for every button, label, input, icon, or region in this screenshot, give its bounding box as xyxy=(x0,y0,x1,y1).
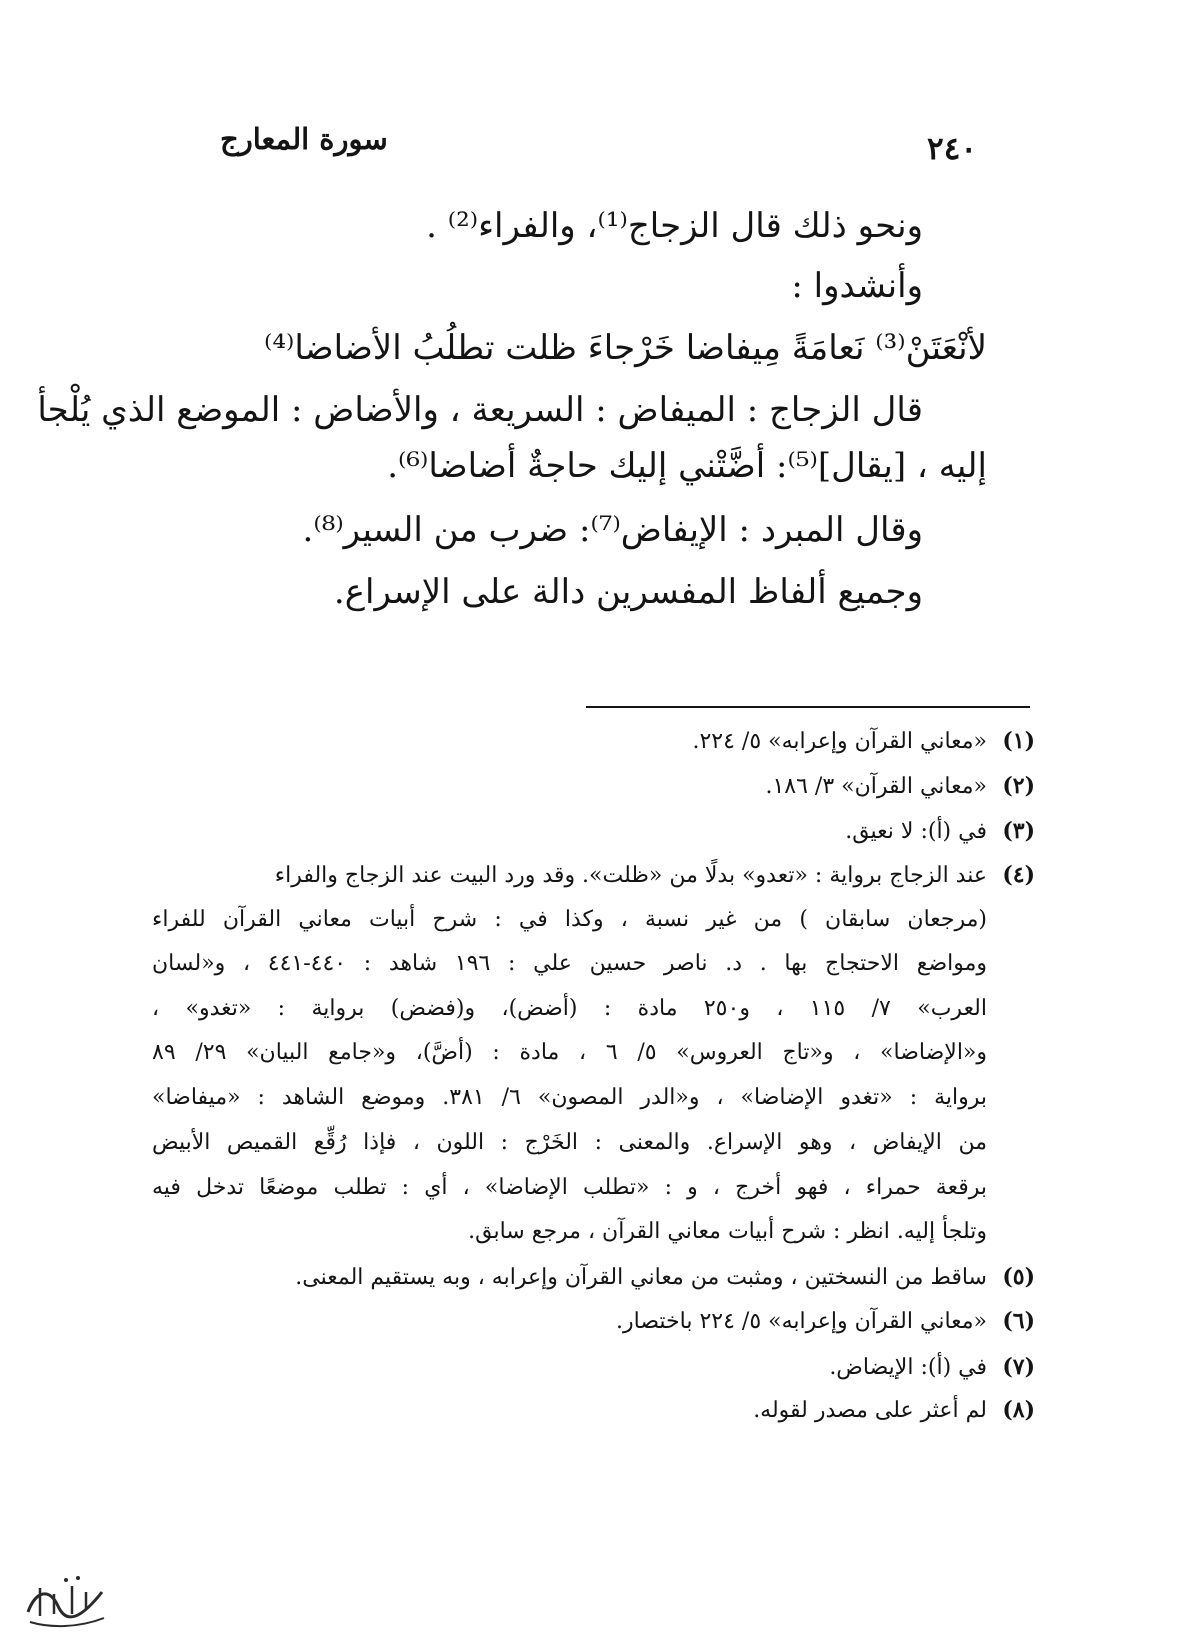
footnote-number: (٦) xyxy=(1002,1308,1035,1334)
footnote-continuation-line: برواية : «تغدو الإضاضا» ، و«الدر المصون» ٦/ ٣٨١. وموضع الشاهد : «ميفاضا» xyxy=(152,1085,987,1110)
body-line: إليه ، [يقال]⁽⁵⁾: أضَّتْني إليك حاجةٌ أضاضا⁽⁶⁾. xyxy=(387,446,987,486)
footnote-item xyxy=(155,727,1035,756)
footnote-item xyxy=(155,861,1035,890)
footnote-number: (٨) xyxy=(1002,1397,1035,1423)
footnote-text: ساقط من النسختين ، ومثبت من معاني القرآن وإعرابه ، وبه يستقيم المعنى. xyxy=(295,1265,987,1290)
footnote-text: «معاني القرآن وإعرابه» ٥/ ٢٢٤. xyxy=(692,729,987,754)
page-number: ٢٤٠ xyxy=(927,131,977,167)
footnote-divider xyxy=(586,706,1030,708)
footnote-continuation-line: (مرجعان سابقان ) من غير نسبة ، وكذا في : شرح أبيات معاني القرآن للفراء xyxy=(152,907,987,932)
poetry-verse-line: لأنْعَتَنْ⁽³⁾ نَعامَةً مِيفاضا خَرْجاءَ ظلت تطلُبُ الأضاضا⁽⁴⁾ xyxy=(264,328,987,368)
footnote-item xyxy=(155,1263,1035,1292)
footnote-continuation-line: و«الإضاضا» ، و«تاج العروس» ٥/ ٦ ، مادة : (أضَّ)، و«جامع البيان» ٢٩/ ٨٩ xyxy=(152,1040,988,1065)
footnote-text: في (أ): الإيضاض. xyxy=(829,1355,987,1380)
publisher-logo-icon xyxy=(20,1570,110,1634)
footnote-number: (٢) xyxy=(1002,773,1035,799)
footnote-item xyxy=(155,817,1035,846)
footnote-number: (٣) xyxy=(1002,818,1035,844)
footnote-text: «معاني القرآن» ٣/ ١٨٦. xyxy=(765,774,987,799)
footnote-continuation-line: العرب» ٧/ ١١٥ ، و٢٥٠ مادة : (أضض)، و(فضض) برواية : «تغدو» ، xyxy=(152,996,987,1021)
body-line: وأنشدوا : xyxy=(791,266,923,306)
footnote-number: (٧) xyxy=(1002,1354,1035,1380)
footnote-number: (٤) xyxy=(1002,862,1035,888)
footnote-continuation-line: ومواضع الاحتجاج بها . د. ناصر حسين علي : ١٩٦ شاهد : ٤٤٠-٤٤١ ، و«لسان xyxy=(152,951,988,976)
footnote-continuation-line: من الإيفاض ، وهو الإسراع. والمعنى : الخَرْج : اللون ، فإذا رُقِّع القميص الأبيض xyxy=(152,1130,987,1155)
footnote-number: (٥) xyxy=(1002,1264,1035,1290)
footnote-item xyxy=(155,1353,1035,1382)
footnote-text: «معاني القرآن وإعرابه» ٥/ ٢٢٤ باختصار. xyxy=(616,1309,987,1334)
footnote-item xyxy=(155,772,1035,801)
footnote-continuation-line: وتلجأ إليه. انظر : شرح أبيات معاني القرآن ، مرجع سابق. xyxy=(468,1219,987,1244)
body-line: وجميع ألفاظ المفسرين دالة على الإسراع. xyxy=(333,572,923,612)
footnote-item xyxy=(155,1396,1035,1425)
footnote-text: لم أعثر على مصدر لقوله. xyxy=(753,1398,987,1423)
footnote-continuation-line: برقعة حمراء ، فهو أخرج ، و : «تطلب الإضاضا» ، أي : تطلب موضعًا تدخل فيه xyxy=(152,1175,987,1200)
body-line: وقال المبرد : الإيفاض⁽⁷⁾: ضرب من السير⁽⁸⁾. xyxy=(302,510,923,550)
footnote-number: (١) xyxy=(1002,728,1035,754)
running-header-sura-title: سورة المعارج xyxy=(220,122,388,156)
footnote-item xyxy=(155,1307,1035,1336)
body-line: قال الزجاج : الميفاض : السريعة ، والأضاض : الموضع الذي يُلْجأ xyxy=(37,390,923,430)
body-line: ونحو ذلك قال الزجاج⁽¹⁾، والفراء⁽²⁾ . xyxy=(426,206,923,246)
footnote-text: في (أ): لا نعيق. xyxy=(845,819,987,844)
footnote-text: عند الزجاج برواية : «تعدو» بدلًا من «ظلت». وقد ورد البيت عند الزجاج والفراء xyxy=(274,863,987,888)
